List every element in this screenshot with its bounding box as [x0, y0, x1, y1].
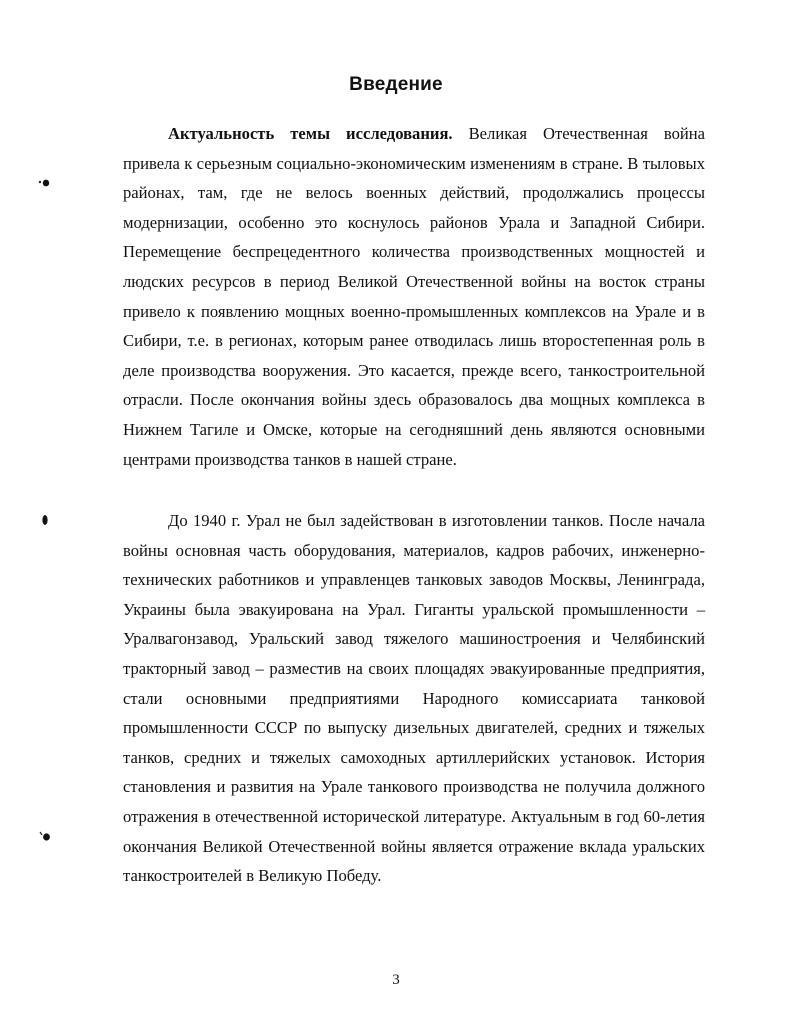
- scan-mark-middle: [40, 513, 50, 527]
- paragraph-2: [123, 506, 705, 891]
- paragraph-1-text: Великая Отечественная война привела к серьезным социально-экономическим изменениям в стране. В тыловых районах, там, где не велось военных действий, продолжались процессы модернизации, особенно это коснулось районов Урала и Западной Сибири. Перемещение беспрецедентного количества производственных мощностей и людских ресурсов в период Великой Отечественной войны на восток страны привело к появлению мощных военно-промышленных комплексов на Урале и в Сибири, т.е. в регионах, которым ранее отводилась лишь второстепенная роль в деле производства вооружения. Это касается, прежде всего, танкостроительной отрасли. После окончания войны здесь образовалось два мощных комплекса в Нижнем Тагиле и Омске, которые на сегодняшний день являются основными центрами производства танков в нашей стране.: [123, 124, 705, 469]
- paragraph-1: [123, 119, 705, 474]
- page-title: Введение: [349, 74, 443, 95]
- paragraph-lead: Актуальность темы исследования.: [168, 124, 453, 143]
- scan-mark-top: [38, 178, 52, 188]
- scan-mark-bottom: [38, 830, 52, 842]
- paragraph-2-text: До 1940 г. Урал не был задействован в изготовлении танков. После начала войны основная часть оборудования, материалов, кадров рабочих, инженерно-технических работников и управленцев танковых заводов Москвы, Ленинграда, Украины была эвакуирована на Урал. Гиганты уральской промышленности – Уралвагонзавод, Уральский завод тяжелого машиностроения и Челябинский тракторный завод – разместив на своих площадях эвакуированные предприятия, стали основными предприятиями Народного комиссариата танковой промышленности СССР по выпуску дизельных двигателей, средних и тяжелых танков, средних и тяжелых самоходных артиллерийских установок. История становления и развития на Урале танкового производства не получила должного отражения в отечественной исторической литературе. Актуальным в год 60-летия окончания Великой Отечественной войны является отражение вклада уральских танкостроителей в Великую Победу.: [123, 511, 705, 886]
- page-number: 3: [392, 972, 400, 988]
